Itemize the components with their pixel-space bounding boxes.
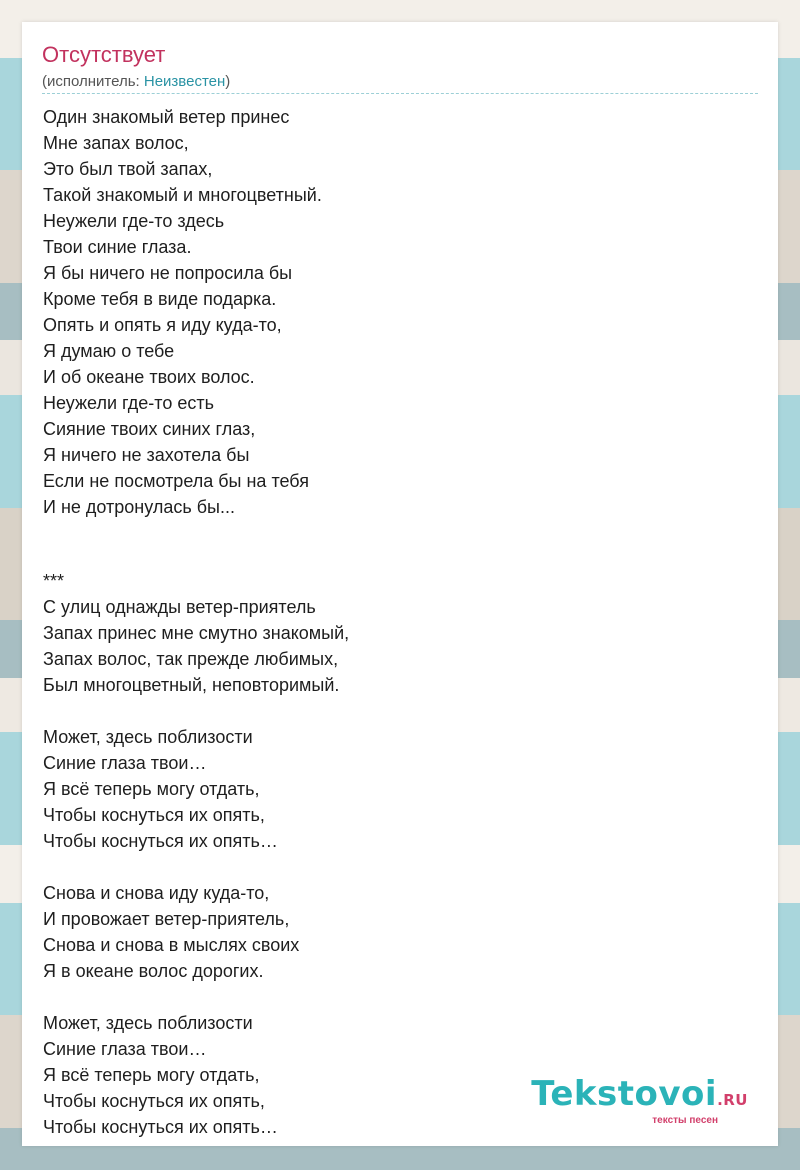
lyrics-line: Синие глаза твои… (43, 1039, 207, 1059)
performer-suffix: ) (225, 73, 231, 90)
lyrics-line: И провожает ветер-приятель, (43, 909, 290, 929)
lyrics-line: Был многоцветный, неповторимый. (43, 675, 340, 695)
lyrics-line: И об океане твоих волос. (43, 367, 255, 387)
lyrics-line: Может, здесь поблизости (43, 727, 253, 747)
performer-line (42, 73, 230, 90)
lyrics-line: Снова и снова иду куда-то, (43, 883, 270, 903)
song-title: Отсутствует (42, 42, 166, 67)
lyrics-line: Кроме тебя в виде подарка. (43, 289, 277, 309)
lyrics-line: Чтобы коснуться их опять… (43, 831, 278, 851)
title-divider (42, 93, 758, 94)
lyrics-line: Сияние твоих синих глаз, (43, 419, 256, 439)
lyrics-line: Я думаю о тебе (43, 341, 175, 361)
lyrics-line: Я всё теперь могу отдать, (43, 779, 260, 799)
lyrics-line: Снова и снова в мыслях своих (43, 935, 300, 955)
lyrics-line: Неужели где-то здесь (43, 211, 225, 231)
lyrics-text (43, 104, 743, 1140)
lyrics-blank-line (43, 520, 743, 546)
lyrics-line: Один знакомый ветер принес (43, 107, 290, 127)
lyrics-blank-line (43, 854, 743, 880)
lyrics-line: Запах волос, так прежде любимых, (43, 649, 339, 669)
lyrics-line: Такой знакомый и многоцветный. (43, 185, 322, 205)
lyrics-line: Синие глаза твои… (43, 753, 207, 773)
lyrics-line: Мне запах волос, (43, 133, 189, 153)
lyrics-blank-line (43, 984, 743, 1010)
logo-brand (531, 1074, 748, 1117)
performer-prefix: (исполнитель: (42, 73, 144, 90)
lyrics-line: С улиц однажды ветер-приятель (43, 597, 316, 617)
lyrics-line: Чтобы коснуться их опять… (43, 1117, 278, 1137)
lyrics-line: Если не посмотрела бы на тебя (43, 471, 309, 491)
lyrics-line: Неужели где-то есть (43, 393, 214, 413)
lyrics-card (22, 22, 778, 1146)
lyrics-line: Опять и опять я иду куда-то, (43, 315, 282, 335)
lyrics-line: Твои синие глаза. (43, 237, 192, 257)
lyrics-separator: *** (43, 571, 65, 591)
lyrics-line: Это был твой запах, (43, 159, 213, 179)
site-logo[interactable] (531, 1074, 748, 1126)
lyrics-line: Чтобы коснуться их опять, (43, 805, 265, 825)
lyrics-blank-line (43, 698, 743, 724)
logo-tagline: тексты песен (652, 1115, 718, 1126)
lyrics-line: Я ничего не захотела бы (43, 445, 250, 465)
lyrics-line: Я всё теперь могу отдать, (43, 1065, 260, 1085)
lyrics-line: Чтобы коснуться их опять, (43, 1091, 265, 1111)
logo-brand-text: Tekstovoi (531, 1074, 718, 1114)
lyrics-line: Может, здесь поблизости (43, 1013, 253, 1033)
lyrics-line: Запах принес мне смутно знакомый, (43, 623, 350, 643)
logo-tld: .RU (717, 1091, 748, 1109)
lyrics-line: И не дотронулась бы... (43, 497, 235, 517)
lyrics-line: Я в океане волос дорогих. (43, 961, 264, 981)
lyrics-line: Я бы ничего не попросила бы (43, 263, 293, 283)
performer-link[interactable]: Неизвестен (143, 73, 226, 90)
